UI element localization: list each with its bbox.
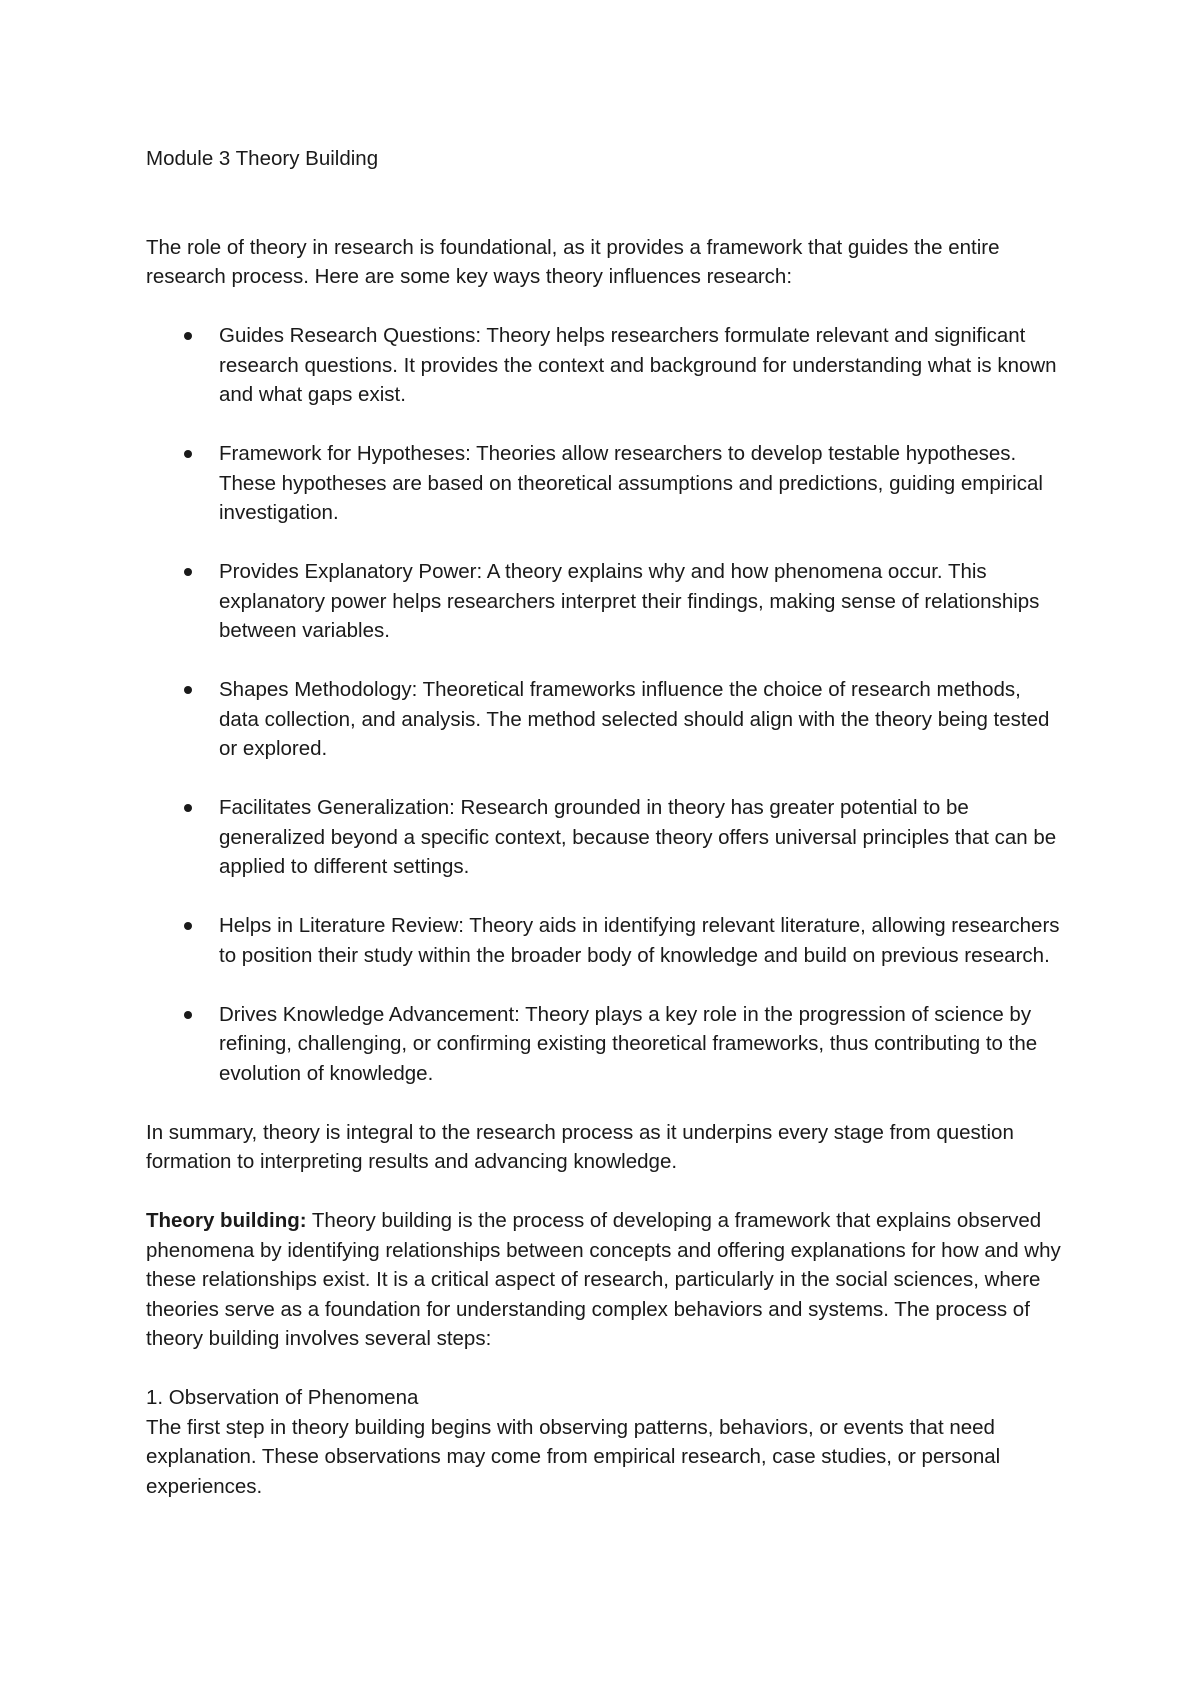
list-item-text: Provides Explanatory Power: A theory explains why and how phenomena occur. This explanatory power helps researchers interpret their findings, making sense of relationships between variables. bbox=[219, 560, 1040, 642]
bullet-icon bbox=[184, 686, 192, 694]
key-ways-list bbox=[146, 321, 1066, 1088]
list-item-text: Helps in Literature Review: Theory aids in identifying relevant literature, allowing researchers to position their study within the broader body of knowledge and build on previous research. bbox=[219, 914, 1060, 967]
summary-paragraph: In summary, theory is integral to the research process as it underpins every stage from question formation to interpreting results and advancing knowledge. bbox=[146, 1120, 1014, 1173]
list-item-text: Drives Knowledge Advancement: Theory plays a key role in the progression of science by refining, challenging, or confirming existing theoretical frameworks, thus contributing to the evolution of knowledge. bbox=[219, 1002, 1038, 1085]
theory-building-lead: Theory building: bbox=[146, 1209, 307, 1232]
list-item bbox=[146, 321, 1066, 410]
list-item-text: Shapes Methodology: Theoretical frameworks influence the choice of research methods, data collection, and analysis. The method selected should align with the theory being tested or explored. bbox=[219, 678, 1050, 760]
bullet-icon bbox=[184, 568, 192, 576]
list-item bbox=[146, 793, 1066, 882]
list-item-text: Guides Research Questions: Theory helps researchers formulate relevant and significant research questions. It provides the context and background for understanding what is known and what gaps exist. bbox=[219, 324, 1057, 406]
theory-building-body: Theory building is the process of developing a framework that explains observed phenomena by identifying relationships between concepts and offering explanations for how and why these relationships exist. It is a critical aspect of research, particularly in the social sciences, where theories serve as a foundation for understanding complex behaviors and systems. The process of theory building involves several steps: bbox=[146, 1209, 1061, 1350]
bullet-icon bbox=[184, 922, 192, 930]
bullet-icon bbox=[184, 450, 192, 458]
intro-paragraph: The role of theory in research is foundational, as it provides a framework that guides the entire research process. Here are some key ways theory influences research: bbox=[146, 235, 1000, 288]
list-item bbox=[146, 911, 1066, 970]
step-heading: 1. Observation of Phenomena bbox=[146, 1386, 419, 1409]
list-item-text: Framework for Hypotheses: Theories allow researchers to develop testable hypotheses. These hypotheses are based on theoretical assumptions and predictions, guiding empirical investigation. bbox=[219, 442, 1043, 524]
list-item bbox=[146, 439, 1066, 528]
bullet-icon bbox=[184, 332, 192, 340]
list-item bbox=[146, 675, 1066, 764]
bullet-icon bbox=[184, 1011, 192, 1019]
list-item bbox=[146, 1000, 1066, 1089]
step-body: The first step in theory building begins with observing patterns, behaviors, or events that need explanation. These observations may come from empirical research, case studies, or personal experiences. bbox=[146, 1415, 1001, 1498]
theory-building-paragraph bbox=[146, 1206, 1066, 1354]
list-item-text: Facilitates Generalization: Research grounded in theory has greater potential to be generalized beyond a specific context, because theory offers universal principles that can be applied to different settings. bbox=[219, 796, 1057, 878]
list-item bbox=[146, 557, 1066, 646]
document-page bbox=[146, 144, 1066, 1501]
document-title: Module 3 Theory Building bbox=[146, 147, 379, 170]
bullet-icon bbox=[184, 804, 192, 812]
